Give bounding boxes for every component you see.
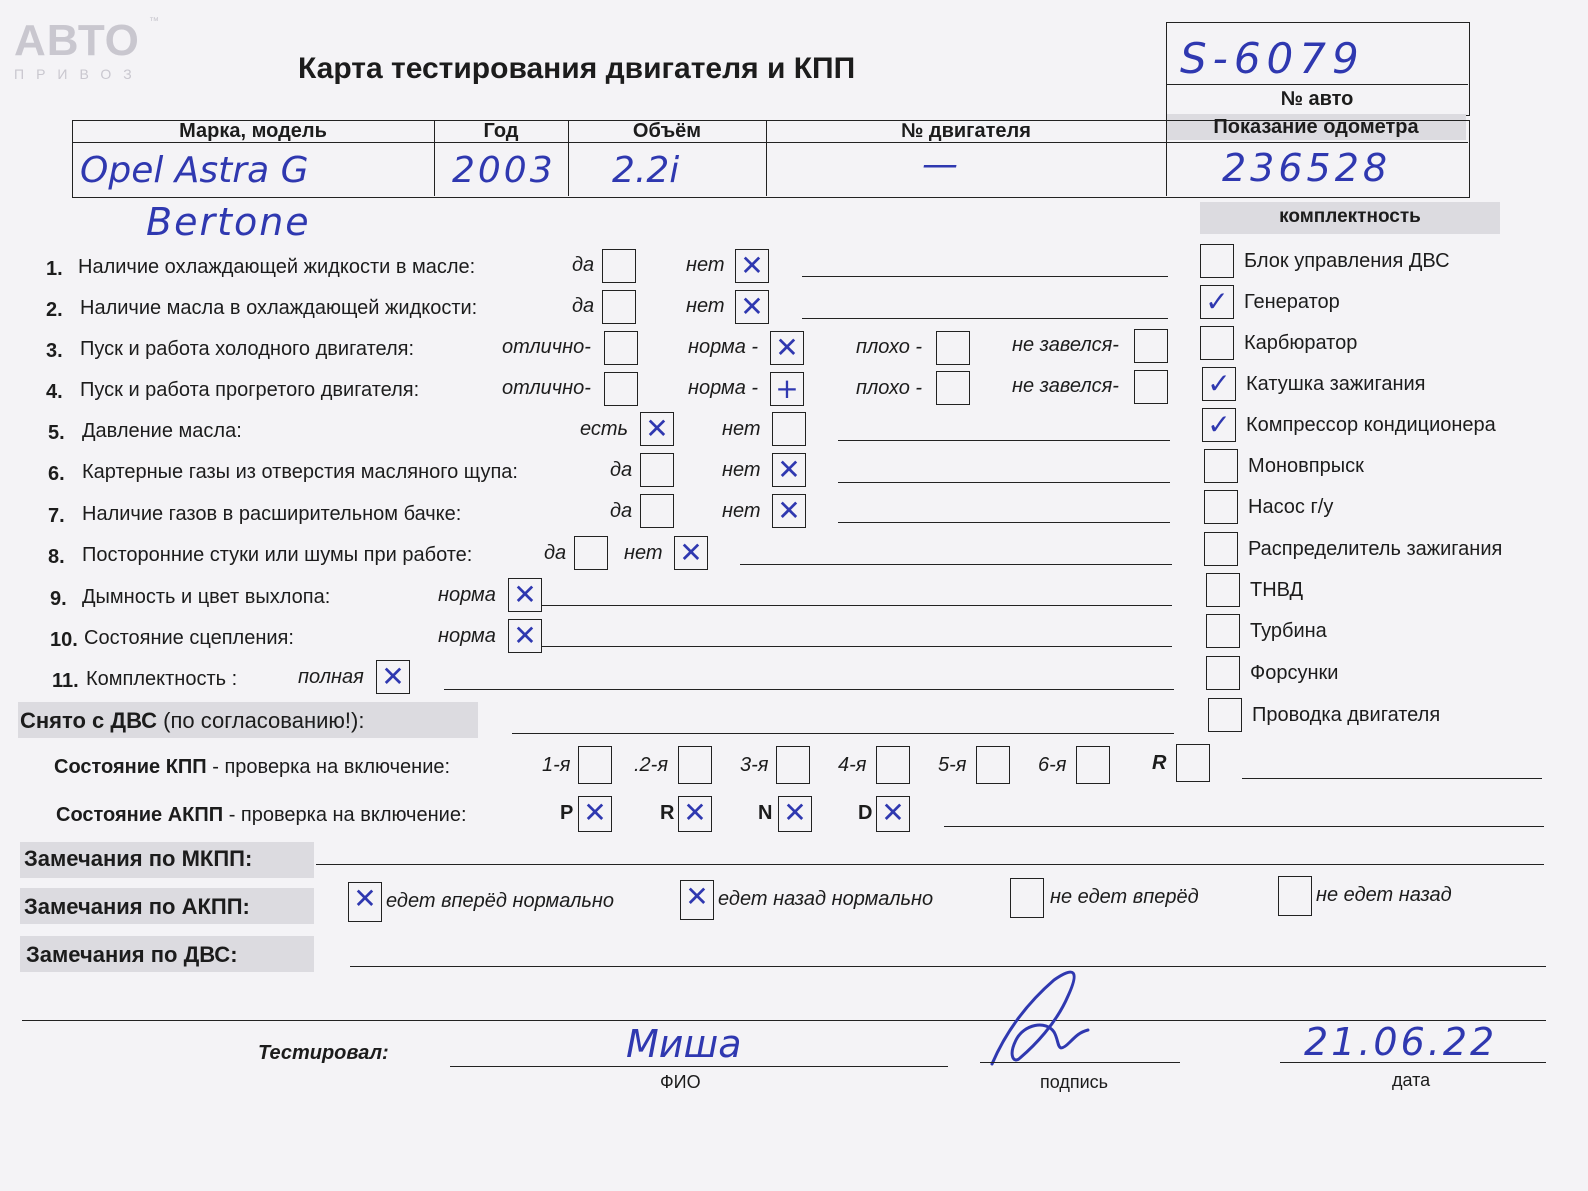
check-number: 6. (48, 463, 65, 485)
completeness-item-label: ТНВД (1250, 579, 1304, 601)
gear-label: N (758, 802, 773, 824)
check-label: Наличие газов в расширительном бачке: (82, 503, 462, 525)
option-label: нет (722, 418, 761, 440)
gear-checkbox[interactable] (678, 746, 712, 784)
check-checkbox[interactable] (604, 331, 638, 365)
check-checkbox[interactable] (1134, 370, 1168, 404)
option-label: норма (438, 625, 496, 647)
check-checkbox[interactable]: ✕ (770, 331, 804, 365)
akpp-remark-label: не едет назад (1316, 884, 1452, 906)
option-label: не завелся- (1012, 375, 1119, 397)
gear-checkbox[interactable] (876, 746, 910, 784)
completeness-item-label: Генератор (1244, 291, 1340, 313)
check-label: Картерные газы из отверстия масляного щупа: (82, 461, 518, 483)
completeness-item-label: Распределитель зажигания (1248, 538, 1503, 560)
completeness-checkbox[interactable] (1206, 573, 1240, 607)
kpp-label: Состояние КПП - проверка на включение: (54, 756, 451, 778)
option-label: полная (298, 666, 364, 688)
completeness-item-label: Насос г/у (1248, 496, 1334, 518)
volume-value: 2.2i (612, 150, 680, 191)
check-label: Наличие масла в охлаждающей жидкости: (80, 297, 478, 319)
col-engine-header: № двигателя (901, 120, 1031, 142)
tested-label: Тестировал: (258, 1042, 389, 1064)
gear-label: R (1152, 752, 1167, 774)
date-value: 21.06.22 (1304, 1020, 1498, 1064)
akpp-remark-checkbox[interactable] (1010, 878, 1044, 918)
check-checkbox[interactable]: ✕ (735, 249, 769, 283)
completeness-checkbox[interactable] (1206, 656, 1240, 690)
check-number: 10. (50, 629, 78, 651)
option-label: есть (580, 418, 629, 440)
option-label: да (572, 295, 595, 317)
completeness-item-label: Компрессор кондиционера (1246, 414, 1496, 436)
gear-checkbox[interactable]: ✕ (778, 796, 812, 832)
completeness-checkbox[interactable] (1204, 532, 1238, 566)
completeness-checkbox[interactable] (1204, 449, 1238, 483)
check-label: Пуск и работа прогретого двигателя: (80, 379, 420, 401)
logo-subtitle: ПРИВОЗ (14, 66, 144, 82)
gear-label: 5-я (938, 754, 967, 776)
gear-label: 6-я (1038, 754, 1067, 776)
completeness-checkbox[interactable]: ✓ (1202, 408, 1236, 442)
completeness-checkbox[interactable] (1208, 698, 1242, 732)
col-volume-header: Объём (632, 120, 702, 142)
gear-checkbox[interactable] (1176, 744, 1210, 782)
gear-label: R (660, 802, 675, 824)
check-number: 4. (46, 381, 63, 403)
check-label: Давление масла: (82, 420, 242, 442)
date-label: дата (1392, 1070, 1431, 1090)
model-value: Opel Astra G (80, 150, 309, 191)
logo-trademark: ™ (149, 16, 159, 27)
check-checkbox[interactable] (640, 494, 674, 528)
option-label: норма - (688, 336, 759, 358)
check-number: 8. (48, 546, 65, 568)
completeness-checkbox[interactable] (1204, 490, 1238, 524)
completeness-checkbox[interactable]: ✓ (1202, 367, 1236, 401)
option-label: норма - (688, 377, 759, 399)
engine-number-value: — (922, 144, 958, 185)
check-checkbox[interactable]: ✕ (508, 619, 542, 653)
year-value: 2003 (452, 150, 556, 191)
check-checkbox[interactable] (1134, 329, 1168, 363)
gear-checkbox[interactable]: ✕ (578, 796, 612, 832)
check-checkbox[interactable]: + (770, 372, 804, 406)
tester-name-value: Миша (626, 1022, 742, 1066)
check-label: Наличие охлаждающей жидкости в масле: (78, 256, 476, 278)
check-number: 1. (46, 258, 63, 280)
option-label: нет (686, 254, 725, 276)
logo-text: АВТО (14, 16, 140, 65)
check-number: 11. (52, 670, 79, 692)
option-label: да (544, 542, 567, 564)
akpp-remark-checkbox[interactable] (1278, 876, 1312, 916)
remarks-dvs-label: Замечания по ДВС: (26, 942, 238, 967)
check-number: 3. (46, 340, 63, 362)
option-label: да (610, 459, 633, 481)
signature-label: подпись (1040, 1072, 1109, 1092)
akpp-remark-label: едет вперёд нормально (386, 890, 615, 912)
check-number: 9. (50, 588, 67, 610)
col-model-header: Марка, модель (179, 120, 327, 142)
check-label: Дымность и цвет выхлопа: (82, 586, 331, 608)
check-checkbox[interactable] (602, 290, 636, 324)
check-number: 2. (46, 299, 63, 321)
option-label: да (610, 500, 633, 522)
completeness-item-label: Моновпрыск (1248, 455, 1364, 477)
check-checkbox[interactable] (936, 331, 970, 365)
check-checkbox[interactable] (602, 249, 636, 283)
option-label: норма (438, 584, 496, 606)
check-label: Комплектность : (86, 668, 238, 690)
check-checkbox[interactable]: ✕ (735, 290, 769, 324)
odometer-value: 236528 (1222, 146, 1392, 190)
gear-label: P (560, 802, 574, 824)
page-title: Карта тестирования двигателя и КПП (298, 52, 856, 85)
check-checkbox[interactable]: ✕ (674, 536, 708, 570)
col-odometer-header: Показание одометра (1213, 116, 1419, 138)
gear-label: 4-я (838, 754, 867, 776)
completeness-item-label: Форсунки (1250, 662, 1339, 684)
check-checkbox[interactable] (640, 453, 674, 487)
check-checkbox[interactable]: ✕ (376, 660, 410, 694)
check-checkbox[interactable] (574, 536, 608, 570)
option-label: отлично- (502, 377, 591, 399)
completeness-checkbox[interactable] (1200, 326, 1234, 360)
check-number: 7. (48, 505, 65, 527)
akpp-remark-checkbox[interactable]: ✕ (680, 880, 714, 920)
option-label: нет (722, 459, 761, 481)
col-year-header: Год (483, 120, 519, 142)
gear-label: 3-я (740, 754, 769, 776)
gear-checkbox[interactable] (1076, 746, 1110, 784)
gear-checkbox[interactable] (976, 746, 1010, 784)
completeness-item-label: Карбюратор (1244, 332, 1358, 354)
remarks-akpp-label: Замечания по АКПП: (24, 894, 250, 919)
akpp-remark-checkbox[interactable]: ✕ (348, 882, 382, 922)
gear-checkbox[interactable]: ✕ (678, 796, 712, 832)
check-label: Состояние сцепления: (84, 627, 294, 649)
gear-checkbox[interactable] (776, 746, 810, 784)
gear-checkbox[interactable] (578, 746, 612, 784)
check-label: Пуск и работа холодного двигателя: (80, 338, 415, 360)
check-number: 5. (48, 422, 65, 444)
completeness-checkbox[interactable] (1200, 244, 1234, 278)
option-label: не завелся- (1012, 334, 1119, 356)
check-checkbox[interactable]: ✕ (508, 578, 542, 612)
logo (14, 16, 159, 66)
completeness-item-label: Катушка зажигания (1246, 373, 1426, 395)
option-label: да (572, 254, 595, 276)
completeness-checkbox[interactable] (1206, 614, 1240, 648)
option-label: нет (686, 295, 725, 317)
option-label: плохо - (856, 377, 923, 399)
completeness-checkbox[interactable]: ✓ (1200, 285, 1234, 319)
check-checkbox[interactable]: ✕ (772, 453, 806, 487)
auto-number-label: № авто (1280, 88, 1354, 110)
gear-checkbox[interactable]: ✕ (876, 796, 910, 832)
completeness-item-label: Проводка двигателя (1252, 704, 1441, 726)
akpp-remark-label: не едет вперёд (1050, 886, 1199, 908)
option-label: отлично- (502, 336, 591, 358)
auto-number-value: S-6079 (1180, 34, 1365, 83)
gear-label: .2-я (634, 754, 669, 776)
completeness-item-label: Блок управления ДВС (1244, 250, 1450, 272)
option-label: плохо - (856, 336, 923, 358)
option-label: нет (722, 500, 761, 522)
signature-mark (984, 966, 1104, 1070)
check-checkbox[interactable]: ✕ (640, 412, 674, 446)
gear-label: 1-я (542, 754, 571, 776)
akpp-remark-label: едет назад нормально (718, 888, 934, 910)
akpp-label: Состояние АКПП - проверка на включение: (56, 804, 467, 826)
check-checkbox[interactable]: ✕ (772, 494, 806, 528)
gear-label: D (858, 802, 873, 824)
check-checkbox[interactable] (936, 371, 970, 405)
fio-label: ФИО (660, 1072, 701, 1092)
check-checkbox[interactable] (604, 372, 638, 406)
completeness-title: комплектность (1279, 206, 1421, 227)
remarks-mkpp-label: Замечания по МКПП: (24, 846, 253, 871)
check-label: Посторонние стуки или шумы при работе: (82, 544, 473, 566)
check-checkbox[interactable] (772, 412, 806, 446)
removed-label: Снято с ДВС (по согласованию!): (20, 708, 365, 733)
model-extra-value: Bertone (146, 200, 311, 244)
completeness-item-label: Турбина (1250, 620, 1327, 642)
option-label: нет (624, 542, 663, 564)
